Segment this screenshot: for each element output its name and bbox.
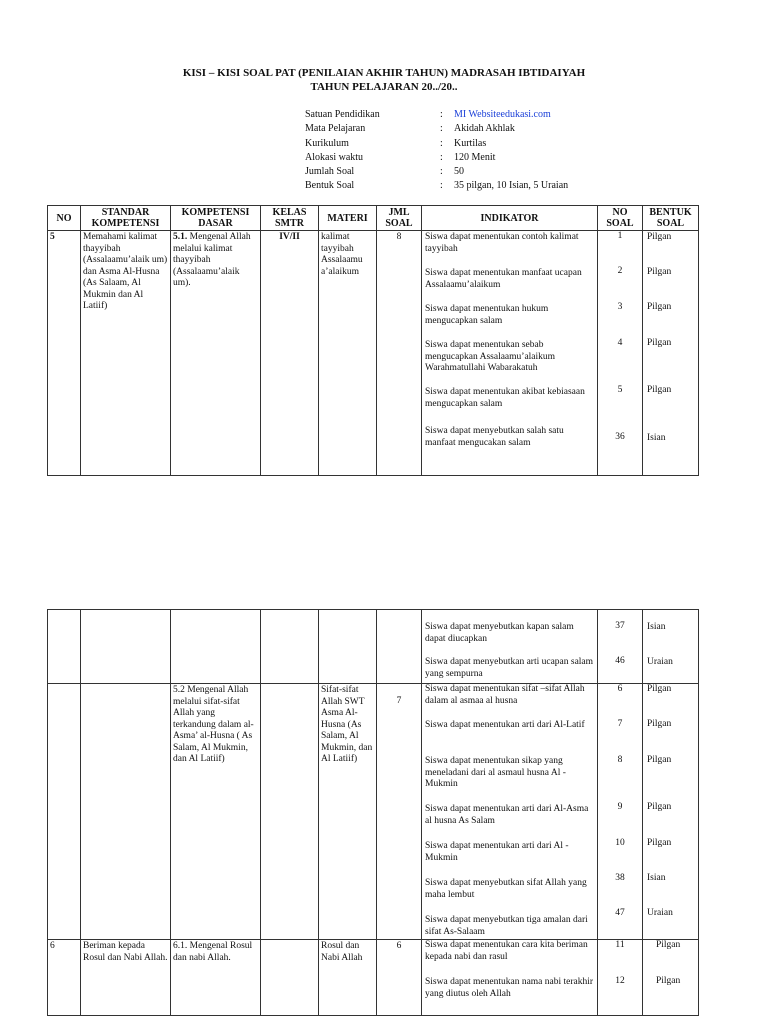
cell-bentuk (643, 940, 699, 1016)
info-value: 120 Menit (454, 151, 496, 163)
no-soal-value: 47 (615, 908, 625, 918)
cell-materi (319, 610, 377, 684)
no-soal-value: 4 (617, 338, 623, 348)
indikator-item: Siswa dapat menyebutkan sifat Allah yang maha lembut (425, 878, 587, 900)
cell-kelas: IV/II (261, 231, 319, 476)
info-value: 35 pilgan, 10 Isian, 5 Uraian (454, 180, 569, 192)
no-soal-value: 5 (617, 385, 623, 395)
cell-jml: 6 (377, 940, 422, 1016)
cell-kelas (261, 940, 319, 1016)
info-sep: : (440, 123, 443, 135)
cell-indikator (422, 231, 598, 476)
bentuk-value: Pilgan (647, 302, 672, 312)
table-row (48, 940, 699, 1016)
bentuk-value: Isian (647, 873, 666, 883)
bentuk-value: Uraian (647, 908, 673, 918)
bentuk-value: Pilgan (647, 838, 672, 848)
cell-bentuk (643, 231, 699, 476)
bentuk-value: Pilgan (647, 802, 672, 812)
indikator-item: Siswa dapat menyebutkan tiga amalan dari sifat As-Salaam (425, 915, 588, 937)
info-value-school[interactable]: MI Websiteedukasi.com (454, 109, 551, 120)
info-row (305, 122, 568, 136)
cell-bentuk (643, 610, 699, 684)
table-header-row (48, 206, 699, 231)
no-soal-value: 46 (615, 656, 625, 666)
cell-materi: Rosul dan Nabi Allah (319, 940, 377, 1016)
bentuk-value: Pilgan (647, 232, 672, 242)
indikator-item: Siswa dapat menentukan cara kita beriman kepada nabi dan rasul (425, 940, 588, 962)
no-soal-value: 37 (615, 621, 625, 631)
bentuk-value: Uraian (647, 657, 673, 667)
cell-kd: 6.1. Mengenal Rosul dan nabi Allah. (171, 940, 261, 1016)
col-header-jml: JML SOAL (377, 206, 422, 231)
indikator-item: Siswa dapat menyebutkan kapan salam dapat diucapkan (425, 622, 574, 644)
info-sep: : (440, 151, 443, 163)
info-sep: : (440, 109, 443, 120)
col-header-materi: MATERI (319, 206, 377, 231)
cell-indikator (422, 940, 598, 1016)
info-label: Bentuk Soal (305, 180, 355, 192)
no-soal-value: 9 (617, 802, 623, 812)
bentuk-value: Pilgan (656, 976, 681, 986)
bentuk-value: Pilgan (647, 385, 672, 395)
cell-jml: 8 (377, 231, 422, 476)
info-sep: : (440, 137, 443, 149)
indikator-item: Siswa dapat menentukan sikap yang meneladani dari al asmaul husna Al -Mukmin (425, 756, 566, 789)
bentuk-value: Pilgan (647, 338, 672, 348)
cell-sk: Beriman kepada Rosul dan Nabi Allah. (81, 940, 171, 1016)
indikator-item: Siswa dapat menentukan arti dari Al-Latif (425, 720, 585, 730)
indikator-item: Siswa dapat menentukan contoh kalimat tayyibah (425, 232, 579, 254)
indikator-item: Siswa dapat menentukan sifat –sifat Allah dalam al asmaa al husna (425, 684, 585, 706)
info-label: Jumlah Soal (305, 166, 355, 178)
no-soal-value: 3 (617, 302, 623, 312)
cell-indikator (422, 610, 598, 684)
cell-no (48, 684, 81, 940)
kisi-table-page2 (47, 609, 699, 1016)
info-value: Akidah Akhlak (454, 123, 515, 135)
col-header-sk: STANDAR KOMPETENSI (81, 206, 171, 231)
cell-kelas (261, 610, 319, 684)
no-soal-value: 38 (615, 873, 625, 883)
col-header-bentuk: BENTUK SOAL (643, 206, 699, 231)
cell-no: 5 (48, 231, 81, 476)
info-label: Kurikulum (305, 137, 349, 149)
indikator-item: Siswa dapat menentukan sebab mengucapkan Assalaamu’alaikum Warahmatullahi Wabarakatuh (425, 340, 556, 373)
info-row (305, 165, 568, 179)
cell-no-soal (598, 940, 643, 1016)
col-header-kd: KOMPETENSI DASAR (171, 206, 261, 231)
cell-no-soal (598, 684, 643, 940)
bentuk-value: Pilgan (656, 940, 681, 950)
indikator-item: Siswa dapat menentukan akibat kebiasaan mengucapkan salam (425, 387, 585, 409)
cell-indikator (422, 684, 598, 940)
info-value: Kurtilas (454, 137, 487, 149)
info-label: Satuan Pendidikan (305, 109, 380, 120)
col-header-indikator: INDIKATOR (422, 206, 598, 231)
kd-number: 5.1. (173, 232, 188, 242)
cell-kd (171, 231, 261, 476)
cell-jml: 7 (377, 684, 422, 940)
cell-sk: Memahami kalimat thayyibah (Assalaamu’alaik um) dan Asma Al-Husna (As Salaam, Al Mukmin dan Al Latiif) (81, 231, 171, 476)
info-row (305, 151, 568, 165)
indikator-item: Siswa dapat menentukan arti dari Al-Asma al husna As Salam (425, 804, 589, 826)
col-header-no-soal: NO SOAL (598, 206, 643, 231)
cell-sk (81, 684, 171, 940)
kd-text: Mengenal Allah melalui kalimat thayyibah (Assalaamu’alaik um). (173, 232, 251, 288)
bentuk-value: Pilgan (647, 684, 672, 694)
cell-kd: 5.2 Mengenal Allah melalui sifat-sifat Allah yang terkandung dalam al-Asma’ al-Husna ( As Salam, Al Mukmin, dan Al Latiif) (171, 684, 261, 940)
no-soal-value: 10 (615, 838, 625, 848)
no-soal-value: 11 (615, 940, 625, 950)
bentuk-value: Isian (647, 622, 666, 632)
indikator-item: Siswa dapat menentukan hukum mengucapkan salam (425, 304, 549, 326)
no-soal-value: 2 (617, 266, 623, 276)
cell-kd (171, 610, 261, 684)
no-soal-value: 6 (617, 684, 623, 694)
indikator-item: Siswa dapat menyebutkan arti ucapan salam yang sempurna (425, 657, 594, 679)
info-row (305, 108, 568, 122)
cell-kelas (261, 684, 319, 940)
bentuk-value: Pilgan (647, 719, 672, 729)
bentuk-value: Pilgan (647, 755, 672, 765)
info-sep: : (440, 166, 443, 178)
indikator-item: Siswa dapat menyebutkan salah satu manfaat mengucakan salam (425, 426, 564, 448)
cell-jml (377, 610, 422, 684)
info-label: Mata Pelajaran (305, 123, 366, 135)
cell-no: 6 (48, 940, 81, 1016)
table-row (48, 610, 699, 684)
no-soal-value: 7 (617, 719, 623, 729)
cell-materi: Sifat-sifat Allah SWT Asma Al-Husna (As Salam, Al Mukmin, dan Al Latiif) (319, 684, 377, 940)
cell-sk (81, 610, 171, 684)
bentuk-value: Isian (647, 433, 666, 443)
info-block (305, 108, 568, 194)
indikator-item: Siswa dapat menentukan manfaat ucapan Assalaamu’alaikum (425, 268, 582, 290)
no-soal-value: 36 (615, 432, 625, 442)
bentuk-value: Pilgan (647, 267, 672, 277)
indikator-item: Siswa dapat menentukan nama nabi terakhir yang diutus oleh Allah (425, 977, 594, 999)
doc-title: KISI – KISI SOAL PAT (PENILAIAN AKHIR TAHUN) MADRASAH IBTIDAIYAH (182, 67, 586, 79)
col-header-no: NO (48, 206, 81, 231)
info-value: 50 (454, 166, 464, 178)
indikator-item: Siswa dapat menentukan arti dari Al -Mukmin (425, 841, 569, 863)
cell-materi: kalimat tayyibah Assalaamu a’alaikum (319, 231, 377, 476)
info-label: Alokasi waktu (305, 151, 364, 163)
info-row (305, 179, 568, 193)
no-soal-value: 12 (615, 976, 625, 986)
cell-bentuk (643, 684, 699, 940)
no-soal-value: 8 (617, 755, 623, 765)
info-sep: : (440, 180, 443, 192)
cell-no-soal (598, 231, 643, 476)
cell-no (48, 610, 81, 684)
col-header-kelas: KELAS SMTR (261, 206, 319, 231)
cell-no-soal (598, 610, 643, 684)
doc-subtitle: TAHUN PELAJARAN 20../20.. (310, 81, 458, 93)
table-row (48, 231, 699, 476)
table-row (48, 684, 699, 940)
kisi-table-page1 (47, 205, 699, 476)
no-soal-value: 1 (617, 231, 623, 241)
info-row (305, 137, 568, 151)
